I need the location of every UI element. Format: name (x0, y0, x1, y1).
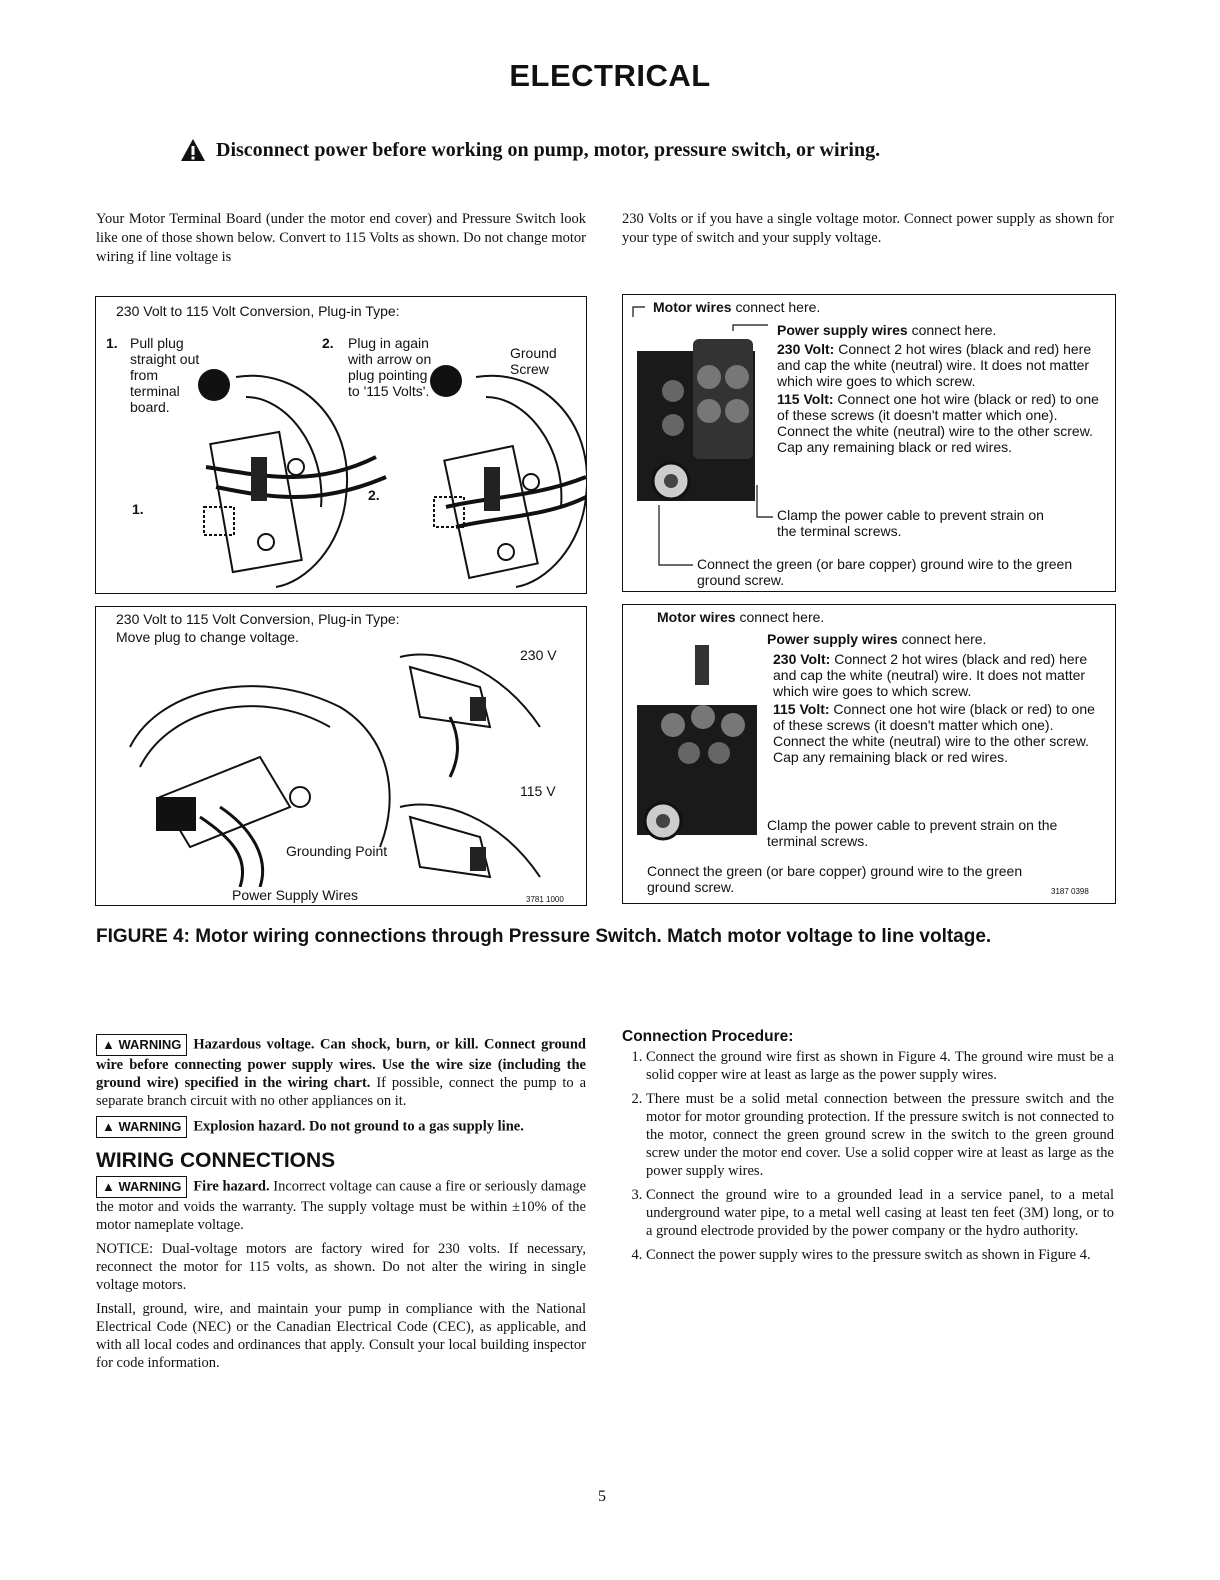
motor-end-illustration (100, 647, 580, 887)
danger-notice (180, 138, 880, 162)
box1-step1-num: 1. (106, 335, 118, 351)
box1-ground-screw: Ground Screw (510, 345, 557, 377)
intro-left: Your Motor Terminal Board (under the motor end cover) and Pressure Switch look like one of those shown below. Convert to 115 Volts as shown. Do not change motor wiring if line voltage is (96, 211, 586, 265)
list-item: 2. There must be a solid metal connection between the pressure switch and the motor for motor grounding protection. If the pressure switch is not connected to the motor, connect the green ground screw in the switch to the green ground screw under the motor end cover. Use a solid copper wire at least as large as the power supply wires. (646, 1090, 1114, 1180)
pressure-switch-2-illustration (633, 635, 773, 845)
list-item: 4. Connect the power supply wires to the pressure switch as shown in Figure 4. (646, 1246, 1114, 1264)
box2-motor-wires: Motor wires connect here. (653, 299, 821, 315)
box4-clamp: Clamp the power cable to prevent strain on the terminal screws. (767, 817, 1058, 849)
box3-230v: 230 V (520, 647, 557, 663)
connection-steps (622, 1048, 1114, 1264)
section-wiring-connections: WIRING CONNECTIONS (96, 1149, 336, 1172)
box3-code: 3781 1000 (526, 895, 564, 904)
box2-ground: Connect the green (or bare copper) ground wire to the green ground screw. (697, 556, 1073, 588)
warning-hazardous-voltage: ▲ WARNING Hazardous voltage. Can shock, burn, or kill. Connect ground wire before connecting power supply wires. Use the wire size (including the ground wire) specified in the wiring chart. If possible, connect the pump to a separate branch circuit with no other appliances on it. (96, 1034, 586, 1110)
box3-115v: 115 V (520, 783, 556, 799)
notice-dual-voltage: NOTICE: Dual-voltage motors are factory wired for 230 volts. If necessary, reconnect the motor for 115 volts, as shown. Do not alter the wiring in single voltage motors. (96, 1241, 586, 1293)
box2-clamp: Clamp the power cable to prevent strain on the terminal screws. (777, 507, 1044, 539)
warning-badge: ▲ WARNING (96, 1034, 187, 1056)
box2-115v: 115 Volt: Connect one hot wire (black or red) to one of these screws (it doesn't matter which one). Connect the white (neutral) wire to the other screw. Cap any remaining black or red wires. (777, 391, 1099, 455)
box1-heading: 230 Volt to 115 Volt Conversion, Plug-in Type: (116, 303, 400, 319)
page-number: 5 (598, 1488, 606, 1505)
page-title: ELECTRICAL (509, 58, 711, 93)
box4-power-wires: Power supply wires connect here. (767, 631, 987, 647)
intro-right: 230 Volts or if you have a single voltage motor. Connect power supply as shown for your type of switch and your supply voltage. (622, 211, 1114, 246)
danger-text: Disconnect power before working on pump, motor, pressure switch, or wiring. (216, 138, 881, 161)
terminal-board-illustration (146, 357, 586, 589)
list-item: 3. Connect the ground wire to a grounded lead in a service panel, to a metal underground water pipe, to a metal well casing at least ten feet (3M) long, or to a ground electrode provided by the power company or the hydro authority. (646, 1186, 1114, 1240)
box1-step2-text: Plug in again with arrow on plug pointing to '115 Volts'. (348, 335, 432, 399)
box1-step2-num: 2. (322, 335, 334, 351)
box2-leader-lines (623, 295, 783, 591)
install-compliance: Install, ground, wire, and maintain your pump in compliance with the National Electrical Code (NEC) or the Canadian Electrical Code (CEC), as applicable, and with all local codes and ordinances that apply. Consult your local building inspector for code information. (96, 1301, 586, 1371)
warning-triangle-icon (180, 138, 206, 162)
box1-marker2: 2. (368, 487, 380, 503)
figure-box-pressure-switch-2 (622, 604, 1116, 904)
figure-box-motor-plug (95, 606, 587, 906)
box3-sub: Move plug to change voltage. (116, 629, 299, 645)
left-column (96, 1034, 586, 1378)
connection-procedure-heading: Connection Procedure: (622, 1028, 794, 1045)
figure-caption: FIGURE 4: Motor wiring connections through Pressure Switch. Match motor voltage to line voltage. (96, 926, 992, 947)
right-column (622, 1028, 1114, 1270)
warning-badge: ▲ WARNING (96, 1176, 187, 1198)
box4-motor-wires: Motor wires connect here. (657, 609, 825, 625)
box1-step1-text: Pull plug straight out from terminal board. (130, 335, 200, 415)
figure-box-plugin-conversion (95, 296, 587, 594)
box4-230v: 230 Volt: Connect 2 hot wires (black and red) here and cap the white (neutral) wire. It does not matter which wire goes to which screw. (773, 651, 1088, 699)
box3-heading: 230 Volt to 115 Volt Conversion, Plug-in Type: (116, 611, 400, 627)
box3-grounding-point: Grounding Point (286, 843, 388, 859)
box1-marker1: 1. (132, 501, 144, 517)
list-item: 1. Connect the ground wire first as shown in Figure 4. The ground wire must be a solid copper wire at least as large as the power supply wires. (646, 1048, 1114, 1084)
box2-230v: 230 Volt: Connect 2 hot wires (black and red) here and cap the white (neutral) wire. It does not matter which wire goes to which screw. (777, 341, 1092, 389)
warning-fire: ▲ WARNING Fire hazard. Incorrect voltage can cause a fire or seriously damage the motor and voids the warranty. The supply voltage must be within ±10% of the motor nameplate voltage. (96, 1176, 586, 1234)
box4-ground: Connect the green (or bare copper) ground wire to the green ground screw. (647, 863, 1023, 895)
warning-explosion: ▲ WARNING Explosion hazard. Do not ground to a gas supply line. (96, 1116, 586, 1138)
box3-power-supply-wires: Power Supply Wires (232, 887, 359, 903)
box4-115v: 115 Volt: Connect one hot wire (black or red) to one of these screws (it doesn't matter which one). Connect the white (neutral) wire to the other screw. Cap any remaining black or red wires. (773, 701, 1095, 765)
box2-power-wires: Power supply wires connect here. (777, 322, 997, 338)
warning-badge: ▲ WARNING (96, 1116, 187, 1138)
figure-box-pressure-switch-1 (622, 294, 1116, 592)
box4-code: 3187 0398 (1051, 887, 1089, 896)
